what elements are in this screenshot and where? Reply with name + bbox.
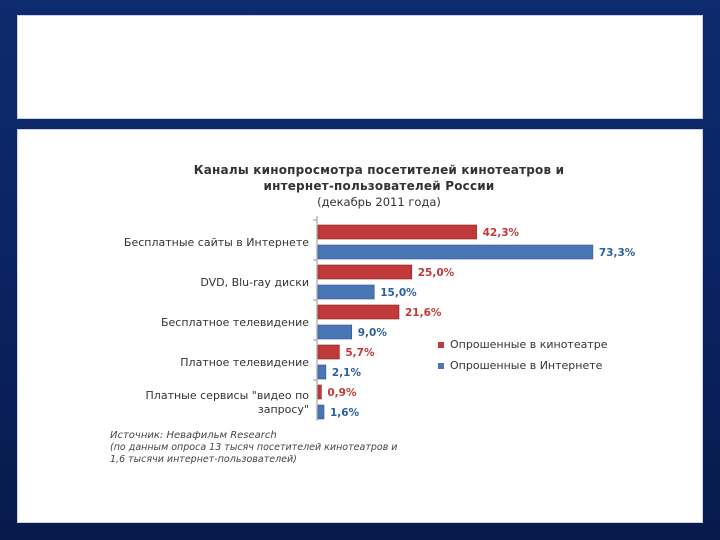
category-label: Бесплатное телевидение xyxy=(160,316,309,329)
category-label: запросу" xyxy=(257,403,309,416)
source-line-3: 1,6 тысячи интернет-пользователей) xyxy=(110,454,297,465)
data-label-internet: 9,0% xyxy=(357,327,387,339)
legend-label-internet: Опрошенные в Интернете xyxy=(450,359,603,372)
category-label: Бесплатные сайты в Интернете xyxy=(123,236,309,249)
legend-swatch-internet xyxy=(438,363,444,369)
data-label-internet: 15,0% xyxy=(380,287,417,299)
slide-title-placeholder xyxy=(18,16,702,118)
chart-title-line-1: Каналы кинопросмотра посетителей кинотеатров и xyxy=(193,163,565,177)
source-line-1: Источник: Невафильм Research xyxy=(110,430,277,441)
source-note xyxy=(110,430,430,466)
data-label-cinema: 5,7% xyxy=(345,347,375,359)
legend-item-cinema xyxy=(438,334,608,355)
bar-cinema xyxy=(318,265,412,279)
category-label: DVD, Blu-ray диски xyxy=(200,276,309,289)
bar-cinema xyxy=(318,225,477,239)
data-label-internet: 73,3% xyxy=(598,247,636,259)
chart-legend xyxy=(438,334,608,376)
source-line-2: (по данным опроса 13 тысяч посетителей кинотеатров и xyxy=(110,442,398,453)
legend-swatch-cinema xyxy=(438,342,444,348)
data-label-internet: 1,6% xyxy=(330,407,360,419)
bar-internet xyxy=(318,245,593,259)
category-label: Платное телевидение xyxy=(180,356,309,369)
chart-title-line-2: интернет-пользователей России xyxy=(263,179,495,193)
bar-internet xyxy=(318,325,352,339)
bar-cinema xyxy=(318,305,399,319)
bar-internet xyxy=(318,365,326,379)
bar-internet xyxy=(318,405,324,419)
bar-internet xyxy=(318,285,374,299)
legend-label-cinema: Опрошенные в кинотеатре xyxy=(450,338,608,351)
bar-cinema xyxy=(318,385,321,399)
chart-title-line-3: (декабрь 2011 года) xyxy=(317,195,441,209)
legend-item-internet xyxy=(438,355,608,376)
data-label-cinema: 0,9% xyxy=(327,387,357,399)
data-label-internet: 2,1% xyxy=(331,367,361,379)
chart-card xyxy=(18,130,702,522)
category-label: Платные сервисы "видео по xyxy=(145,389,309,402)
bar-cinema xyxy=(318,345,339,359)
data-label-cinema: 21,6% xyxy=(405,307,442,319)
data-label-cinema: 42,3% xyxy=(482,227,520,239)
data-label-cinema: 25,0% xyxy=(417,267,455,279)
